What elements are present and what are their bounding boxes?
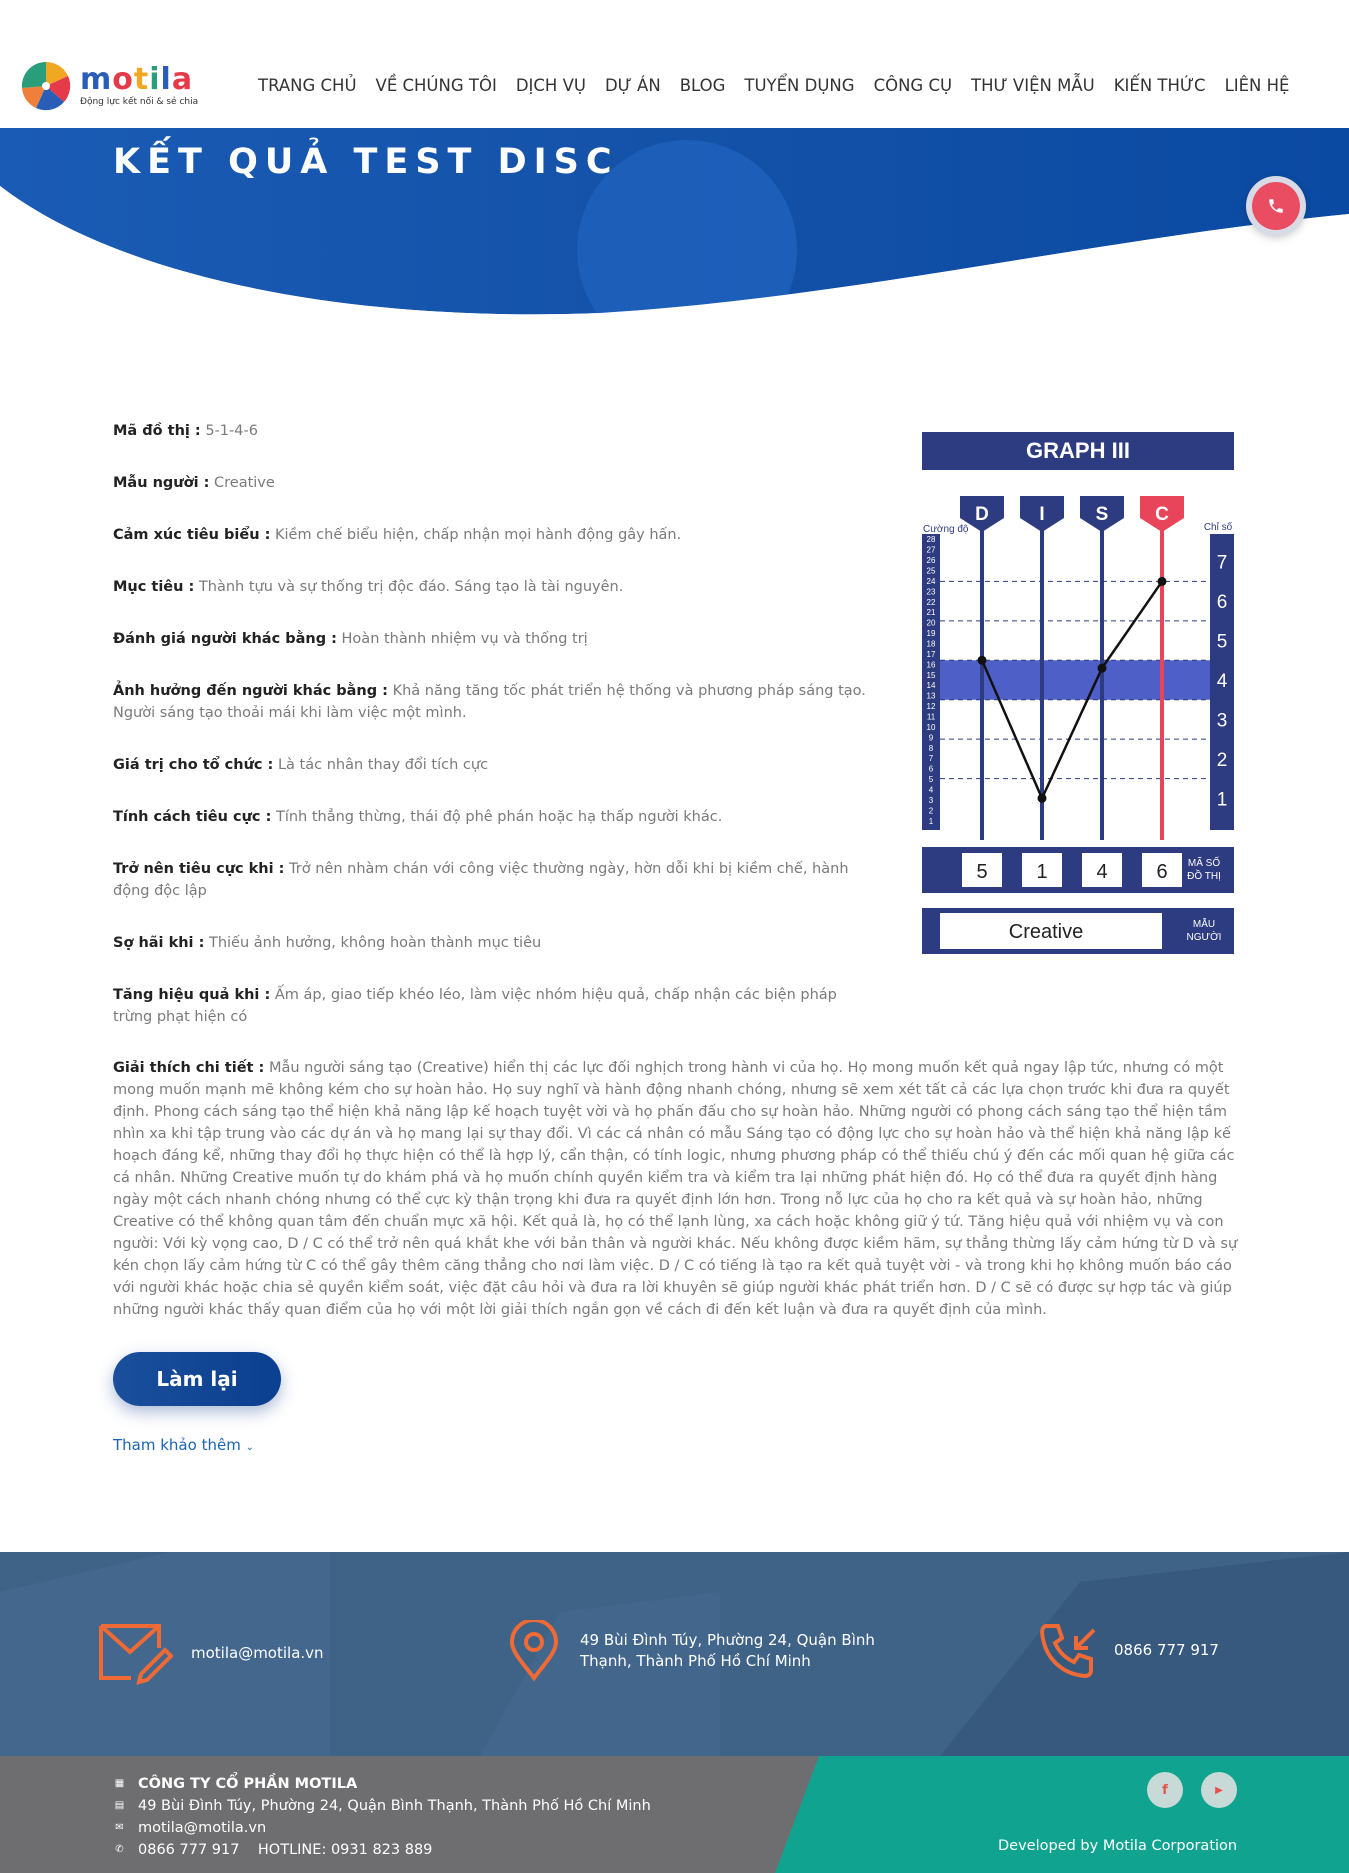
- footer-email-text: motila@motila.vn: [191, 1643, 324, 1662]
- nav-item-tools[interactable]: CÔNG CỤ: [873, 76, 953, 95]
- detail-explanation: Giải thích chi tiết : Mẫu người sáng tạo (Creative) hiển thị các lực đối nghịch trong hành vi của họ. Họ mong muốn kết quả ngay lập tức, nhưng có một mong muốn mạnh mẽ không kém cho sự hoàn hảo. Họ suy nghĩ và hành động nhanh chóng, nhưng sẽ xem xét tất cả các lựa chọn trước khi đưa ra quyết định. Phong cách sáng tạo thể hiện khả năng lập kế hoạch tuyệt vời và họ phấn đấu cho sự hoàn hảo. Những người có phong cách sáng tạo thể hiện tầm nhìn xa khi tập trung vào các dự án và họ mang lại sự thay đổi. Vì các cá nhân có mẫu Sáng tạo có động lực cho sự hoàn hảo và thể hiện khả năng lập kế hoạch đáng kể, những thay đổi họ thực hiện có thể là hợp lý, cẩn thận, có tính logic, nhưng phương pháp có thể thiếu chú ý đến các mối quan hệ giữa các cá nhân. Những Creative muốn tự do khám phá và họ muốn chính quyền kiểm tra và kiểm tra lại những phát hiện đó. Họ có thể đưa ra quyết định hàng ngày một cách nhanh chóng nhưng có thể cực kỳ thận trọng khi đưa ra quyết định lớn hơn. Trong nỗ lực của họ cho ra kết quả và sự hoàn hảo, những Creative có thể không quan tâm đến chuẩn mực xã hội. Kết quả là, họ có thể lạnh lùng, xa cách hoặc không giữ ý tứ. Tăng hiệu quả với nhiệm vụ và con người: Với kỳ vọng cao, D / C có thể trở nên quá khắt khe với bản thân và người khác. Nếu không được kiềm hãm, sự thẳng thừng lấy cảm hứng từ D và sự kén chọn lấy cảm hứng từ C có thể gây thêm căng thẳng cho nơi làm việc. D / C có tiếng là tạo ra kết quả tuyệt vời - và trong khi họ không muốn báo cáo với người khác hoặc chia sẻ quyền kiểm soát, việc đặt câu hỏi và đưa ra lời khuyên sẽ giúp người khác phát triển hơn. D / C sẽ có được sự hợp tác và giúp những người khác thấy quan điểm của họ với một lời giải thích ngắn gọn về cách đi đến kết luận và đưa ra quyết định của mình.: [113, 1060, 1238, 1318]
- left-axis-tick: 13: [926, 691, 936, 701]
- left-axis-tick: 11: [926, 712, 936, 722]
- code-value: 1: [1036, 861, 1048, 883]
- facebook-icon[interactable]: f: [1147, 1772, 1183, 1808]
- pattern-label-line2: NGƯỜI: [1186, 932, 1222, 943]
- phone-incoming-icon: [1036, 1620, 1098, 1680]
- result-row: Mã đồ thị : 5-1-4-6: [113, 423, 258, 439]
- redo-button[interactable]: Làm lại: [113, 1352, 281, 1406]
- building-icon: ▦: [114, 1778, 125, 1789]
- main-nav: [258, 76, 1289, 95]
- right-axis-tick: 6: [1216, 592, 1228, 614]
- left-axis-tick: 7: [928, 754, 934, 764]
- left-axis-tick: 6: [928, 764, 934, 774]
- code-value: 5: [976, 861, 988, 883]
- footer-email[interactable]: [97, 1620, 324, 1686]
- left-axis-label: Cường độ: [923, 524, 969, 535]
- left-axis-tick: 18: [926, 639, 936, 649]
- result-row: Tính cách tiêu cực : Tính thẳng thừng, thái độ phê phán hoặc hạ thấp người khác.: [113, 809, 723, 825]
- disc-graph: [922, 432, 1234, 954]
- left-axis-tick: 19: [926, 629, 936, 639]
- left-axis-tick: 15: [926, 670, 936, 680]
- logo-icon: [18, 58, 74, 114]
- result-row: Ảnh hưởng đến người khác bằng : Khả năng tăng tốc phát triển hệ thống và phương pháp sáng tạo. Người sáng tạo thoải mái khi làm việc một mình.: [113, 683, 866, 721]
- youtube-icon[interactable]: ▶: [1201, 1772, 1237, 1808]
- left-axis-tick: 4: [928, 785, 934, 795]
- right-axis-tick: 4: [1216, 671, 1228, 692]
- left-axis-tick: 3: [928, 795, 934, 805]
- footer-contact: [0, 1552, 1349, 1756]
- data-point-D: [978, 656, 987, 665]
- code-label-line1: MÃ SỐ: [1187, 858, 1221, 869]
- nav-item-knowledge[interactable]: KIẾN THỨC: [1113, 76, 1206, 95]
- footer-teal-panel: [775, 1756, 1349, 1873]
- logo-name: motila: [80, 62, 194, 97]
- chevron-down-icon: ⌄: [245, 1442, 254, 1453]
- nav-item-library[interactable]: THƯ VIỆN MẪU: [971, 76, 1095, 95]
- left-axis-tick: 23: [926, 587, 936, 597]
- floating-call-button[interactable]: [1246, 176, 1306, 236]
- company-info: [113, 1773, 651, 1861]
- data-point-C: [1158, 577, 1167, 586]
- left-axis-tick: 14: [926, 681, 936, 691]
- mail-icon: [97, 1620, 173, 1686]
- more-link[interactable]: [113, 1436, 254, 1454]
- result-row: Mục tiêu : Thành tựu và sự thống trị độc đáo. Sáng tạo là tài nguyên.: [113, 579, 624, 595]
- logo-tagline: Động lực kết nối & sẻ chia: [80, 97, 199, 107]
- right-axis-tick: 1: [1216, 789, 1228, 811]
- left-axis-tick: 12: [926, 702, 936, 712]
- left-axis-tick: 17: [926, 649, 936, 659]
- page-title: KẾT QUẢ TEST DISC: [113, 142, 619, 182]
- result-row: Cảm xúc tiêu biểu : Kiềm chế biểu hiện, chấp nhận mọi hành động gây hấn.: [113, 527, 682, 543]
- graph-title: GRAPH III: [1026, 438, 1130, 463]
- column-label-I: I: [1039, 504, 1045, 525]
- code-value: 6: [1156, 861, 1168, 883]
- nav-item-careers[interactable]: TUYỂN DỤNG: [744, 76, 855, 95]
- footer-bottom: [0, 1756, 1349, 1873]
- pattern-value: Creative: [1008, 921, 1084, 943]
- footer-phone-text: 0866 777 917: [1114, 1640, 1219, 1659]
- developed-by: Developed by Motila Corporation: [998, 1838, 1238, 1854]
- left-axis-tick: 10: [926, 722, 936, 732]
- page-banner: [0, 128, 1349, 328]
- right-axis-tick: 2: [1216, 749, 1228, 771]
- left-axis-tick: 2: [928, 806, 934, 816]
- logo[interactable]: [18, 58, 198, 114]
- nav-item-projects[interactable]: DỰ ÁN: [604, 76, 661, 95]
- column-label-D: D: [975, 504, 989, 525]
- left-axis-tick: 21: [926, 608, 936, 618]
- footer-phone[interactable]: [1036, 1620, 1219, 1680]
- result-row: Tăng hiệu quả khi : Ấm áp, giao tiếp khéo léo, làm việc nhóm hiệu quả, chấp nhận các biện pháp trừng phạt hiện có: [113, 987, 837, 1025]
- nav-item-blog[interactable]: BLOG: [679, 76, 726, 95]
- left-axis-tick: 9: [928, 733, 934, 743]
- company-address-line: ▤ 49 Bùi Đình Túy, Phường 24, Quận Bình Thạnh, Thành Phố Hồ Chí Minh: [114, 1798, 651, 1814]
- company-name-line: ▦ CÔNG TY CỔ PHẦN MOTILA: [114, 1776, 358, 1792]
- right-axis-tick: 7: [1216, 552, 1228, 574]
- nav-item-home[interactable]: TRANG CHỦ: [258, 76, 357, 95]
- company-email-line[interactable]: ✉ motila@motila.vn: [113, 1817, 651, 1839]
- right-axis-label: Chỉ số: [1203, 522, 1233, 533]
- left-axis-tick: 8: [928, 743, 934, 753]
- left-axis-tick: 16: [926, 660, 936, 670]
- left-axis-tick: 26: [926, 556, 936, 566]
- left-axis-tick: 22: [926, 597, 936, 607]
- left-axis-tick: 20: [926, 618, 936, 628]
- right-axis-tick: 3: [1216, 710, 1228, 732]
- left-axis-tick: 28: [926, 535, 936, 545]
- map-icon: ▤: [114, 1800, 125, 1811]
- left-axis-tick: 27: [926, 545, 936, 555]
- left-axis-tick: 25: [926, 566, 936, 576]
- left-axis-tick: 24: [926, 576, 936, 586]
- site-header: [0, 0, 1349, 128]
- nav-item-services[interactable]: DỊCH VỤ: [515, 76, 586, 95]
- result-list: [113, 420, 873, 1058]
- result-row: Trở nên tiêu cực khi : Trở nên nhàm chán với công việc thường ngày, hờn dỗi khi bị kiềm chế, hành động độc lập: [113, 861, 849, 899]
- phone-icon: [1267, 197, 1285, 215]
- pattern-label-line1: MẪU: [1192, 919, 1216, 930]
- code-label-line2: ĐỒ THỊ: [1187, 871, 1221, 882]
- data-point-S: [1098, 664, 1107, 673]
- result-row: Mẫu người : Creative: [113, 475, 275, 491]
- phone-icon: ✆: [115, 1844, 124, 1855]
- result-row: Đánh giá người khác bằng : Hoàn thành nhiệm vụ và thống trị: [113, 631, 588, 647]
- right-axis-tick: 5: [1216, 631, 1228, 653]
- column-label-S: S: [1095, 504, 1109, 525]
- envelope-icon: ✉: [115, 1822, 124, 1833]
- nav-item-about[interactable]: VỀ CHÚNG TÔI: [375, 76, 497, 95]
- result-row: Giá trị cho tổ chức : Là tác nhân thay đổi tích cực: [113, 757, 489, 773]
- data-point-I: [1038, 794, 1047, 803]
- result-row: Sợ hãi khi : Thiếu ảnh hưởng, không hoàn thành mục tiêu: [113, 935, 542, 951]
- company-phone-line[interactable]: ✆ 0866 777 917 HOTLINE: 0931 823 889: [113, 1839, 651, 1861]
- footer-address: [508, 1620, 880, 1682]
- code-value: 4: [1096, 861, 1108, 883]
- more-link-label: Tham khảo thêm: [113, 1436, 241, 1454]
- nav-item-contact[interactable]: LIÊN HỆ: [1224, 76, 1290, 95]
- footer-address-text: 49 Bùi Đình Túy, Phường 24, Quận Bình Thạnh, Thành Phố Hồ Chí Minh: [580, 1631, 875, 1670]
- location-pin-icon: [508, 1620, 560, 1682]
- left-axis-tick: 1: [928, 816, 934, 826]
- left-axis-tick: 5: [928, 775, 934, 785]
- column-label-C: C: [1155, 504, 1169, 525]
